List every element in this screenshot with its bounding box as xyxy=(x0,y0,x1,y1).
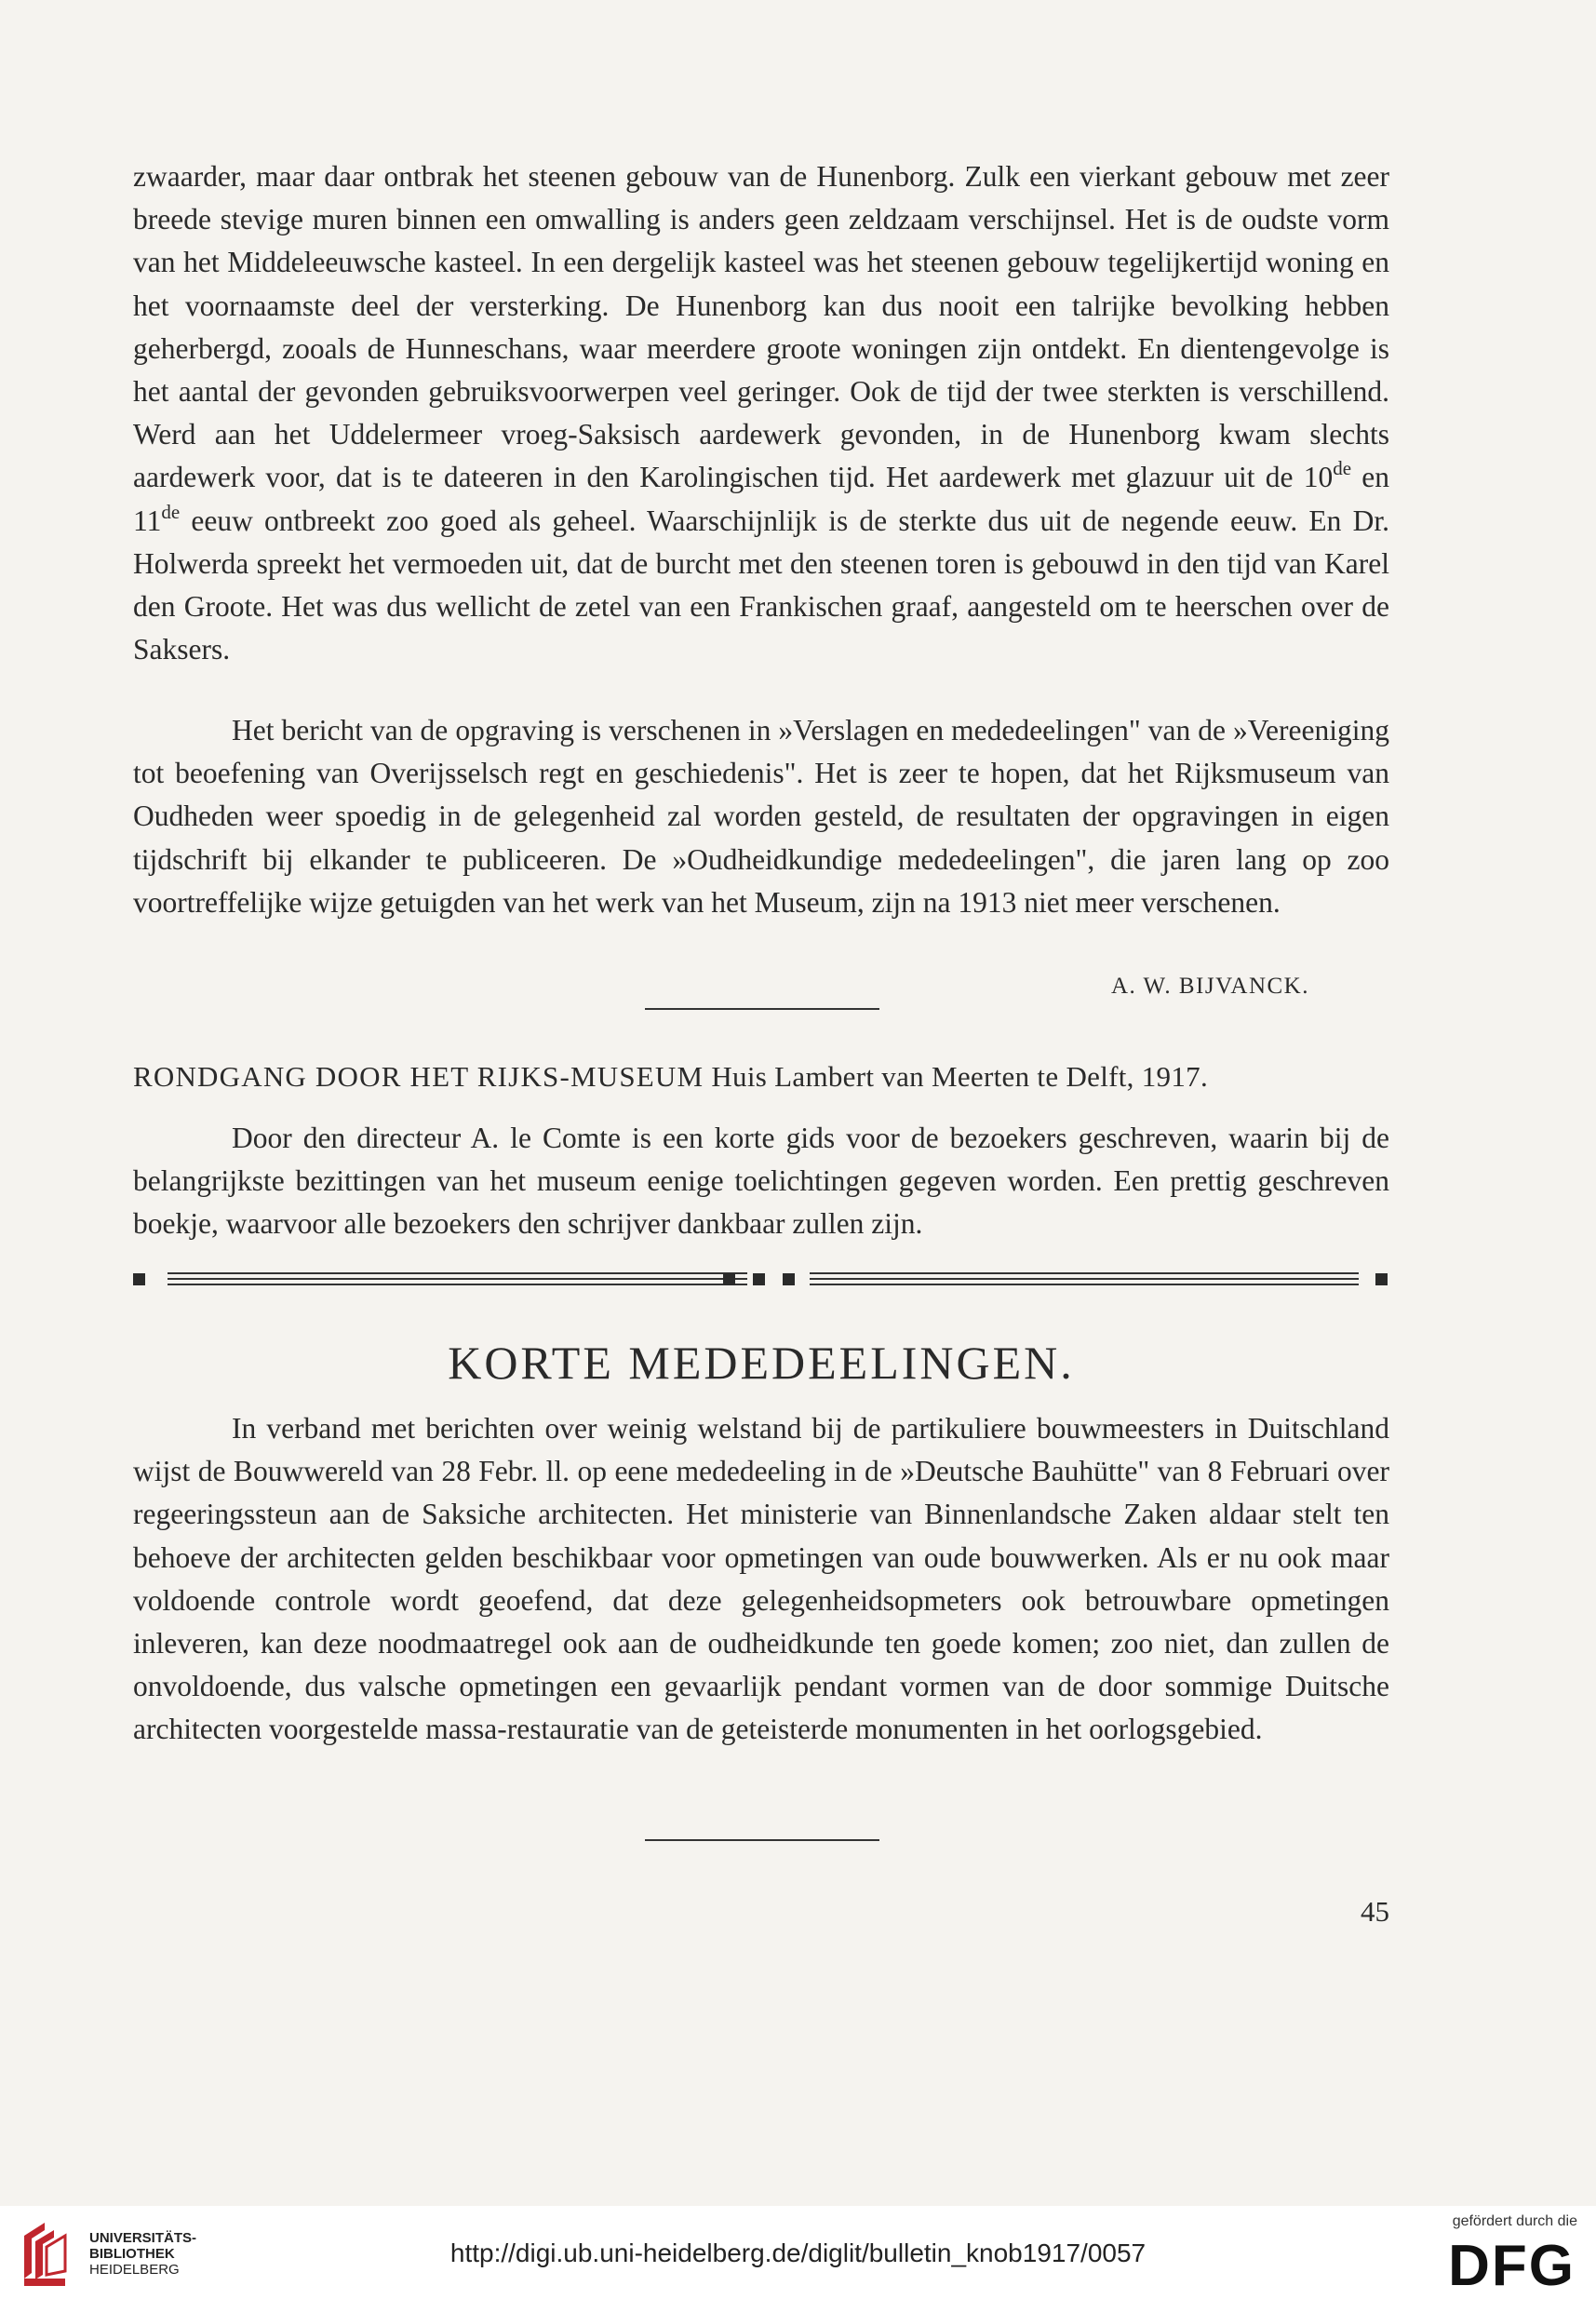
section-separator-rule xyxy=(645,1008,879,1010)
divider-square-icon xyxy=(1375,1273,1388,1285)
page-number: 45 xyxy=(1361,1895,1389,1928)
library-name: UNIVERSITÄTS- BIBLIOTHEK HEIDELBERG xyxy=(89,2230,197,2278)
end-separator-rule xyxy=(645,1839,879,1841)
divider-line xyxy=(168,1272,747,1285)
review-publication-info: Huis Lambert van Meerten te Delft, 1917. xyxy=(704,1060,1209,1093)
review-body: Door den directeur A. le Comte is een korte gids voor de bezoekers geschreven, waarin bij de belangrijkste bezittingen van het museum eenige toelichtingen gegeven worden. Een prettig geschreven boekje, waarvoor alle bezoekers den schrijver dankbaar zullen zijn. xyxy=(133,1122,1389,1241)
section-body: In verband met berichten over weinig welstand bij de partikuliere bouwmeesters in Duitschland wijst de Bouwwereld van 28 Febr. ll. op eene mededeeling in de »Deutsche Bauhütte" van 8 Februari over regeeringssteun aan de Saksiche architecten. Het ministerie van Binnenlandsche Zaken aldaar stelt ten behoeve der architecten gelden beschikbaar voor opmetingen van oude bouwwerken. Als er nu ook maar voldoende controle wordt geoefend, dat deze gelegenheidsopmeters ook betrouwbare opmetingen inleveren, kan deze noodmaatregel ook aan de oudheidkunde ten goede komen; zoo niet, dan zullen de onvoldoende, dus valsche opmetingen een gevaarlijk pendant vormen van de door sommige Duitsche architecten voorgestelde massa-restauratie van de geteisterde monumenten in het oorlogsgebied. xyxy=(133,1412,1389,1746)
divider-square-icon xyxy=(723,1273,735,1285)
ornamental-divider xyxy=(133,1269,1389,1291)
funding-note: gefördert durch die xyxy=(1452,2213,1577,2229)
article-continuation-paragraph: zwaarder, maar daar ontbrak het steenen gebouw van de Hunenborg. Zulk een vierkant gebouw met zeer breede stevige muren binnen een omwalling is anders geen zeldzaam verschijnsel. Het is de oudste vorm van het Middeleeuwsche kasteel. In een dergelijk kasteel was het steenen gebouw tegelijkertijd woning en het voornaamste deel der versterking. De Hunenborg kan dus nooit een talrijke bevolking hebben geherbergd, zooals de Hunneschans, waar meerdere groote woningen zijn ontdekt. En dientengevolge is het aantal der gevonden gebruiksvoorwerpen veel geringer. Ook de tijd der twee sterkten is verschillend. Werd aan het Uddelermeer vroeg-Saksisch aardewerk gevonden, in de Hunenborg kwam slechts aardewerk voor, dat is te dateeren in den Karolingischen tijd. Het aardewerk met glazuur uit de 10de en 11de eeuw ontbreekt zoo goed als geheel. Waarschijnlijk is de sterkte dus uit de negende eeuw. En Dr. Holwerda spreekt het vermoeden uit, dat de burcht met den steenen toren is gebouwd in den tijd van Karel den Groote. Het was dus wellicht de zetel van een Frankischen graaf, aangesteld om te heerschen over de Saksers. xyxy=(133,160,1390,666)
dfg-logo[interactable]: DFG xyxy=(1448,2234,1576,2298)
divider-square-icon xyxy=(783,1273,795,1285)
article-second-paragraph: Het bericht van de opgraving is verschenen in »Verslagen en mededeelingen" van de »Vereeniging tot beoefening van Overijsselsch regt en geschiedenis". Het is zeer te hopen, dat het Rijksmuseum van Oudheden weer spoedig in de gelegenheid zal worden gesteld, de resultaten der opgravingen in eigen tijdschrift bij elkander te publiceeren. De »Oudheidkundige mededeelingen", die jaren lang op zoo voortreffelijke wijze getuigden van het werk van het Museum, zijn na 1913 niet meer verschenen. xyxy=(133,714,1389,919)
divider-line xyxy=(810,1272,1359,1285)
review-heading xyxy=(133,1055,1389,1098)
review-title: RONDGANG DOOR HET RIJKS-MUSEUM xyxy=(133,1060,704,1093)
digitization-footer xyxy=(0,2206,1596,2299)
section-title: KORTE MEDEDEELINGEN. xyxy=(448,1337,1075,1389)
divider-square-icon xyxy=(753,1273,765,1285)
divider-square-icon xyxy=(133,1273,145,1285)
author-signature: A. W. BIJVANCK. xyxy=(1110,974,1309,999)
permalink-url[interactable]: http://digi.ub.uni-heidelberg.de/diglit/bulletin_knob1917/0057 xyxy=(449,2238,1147,2267)
